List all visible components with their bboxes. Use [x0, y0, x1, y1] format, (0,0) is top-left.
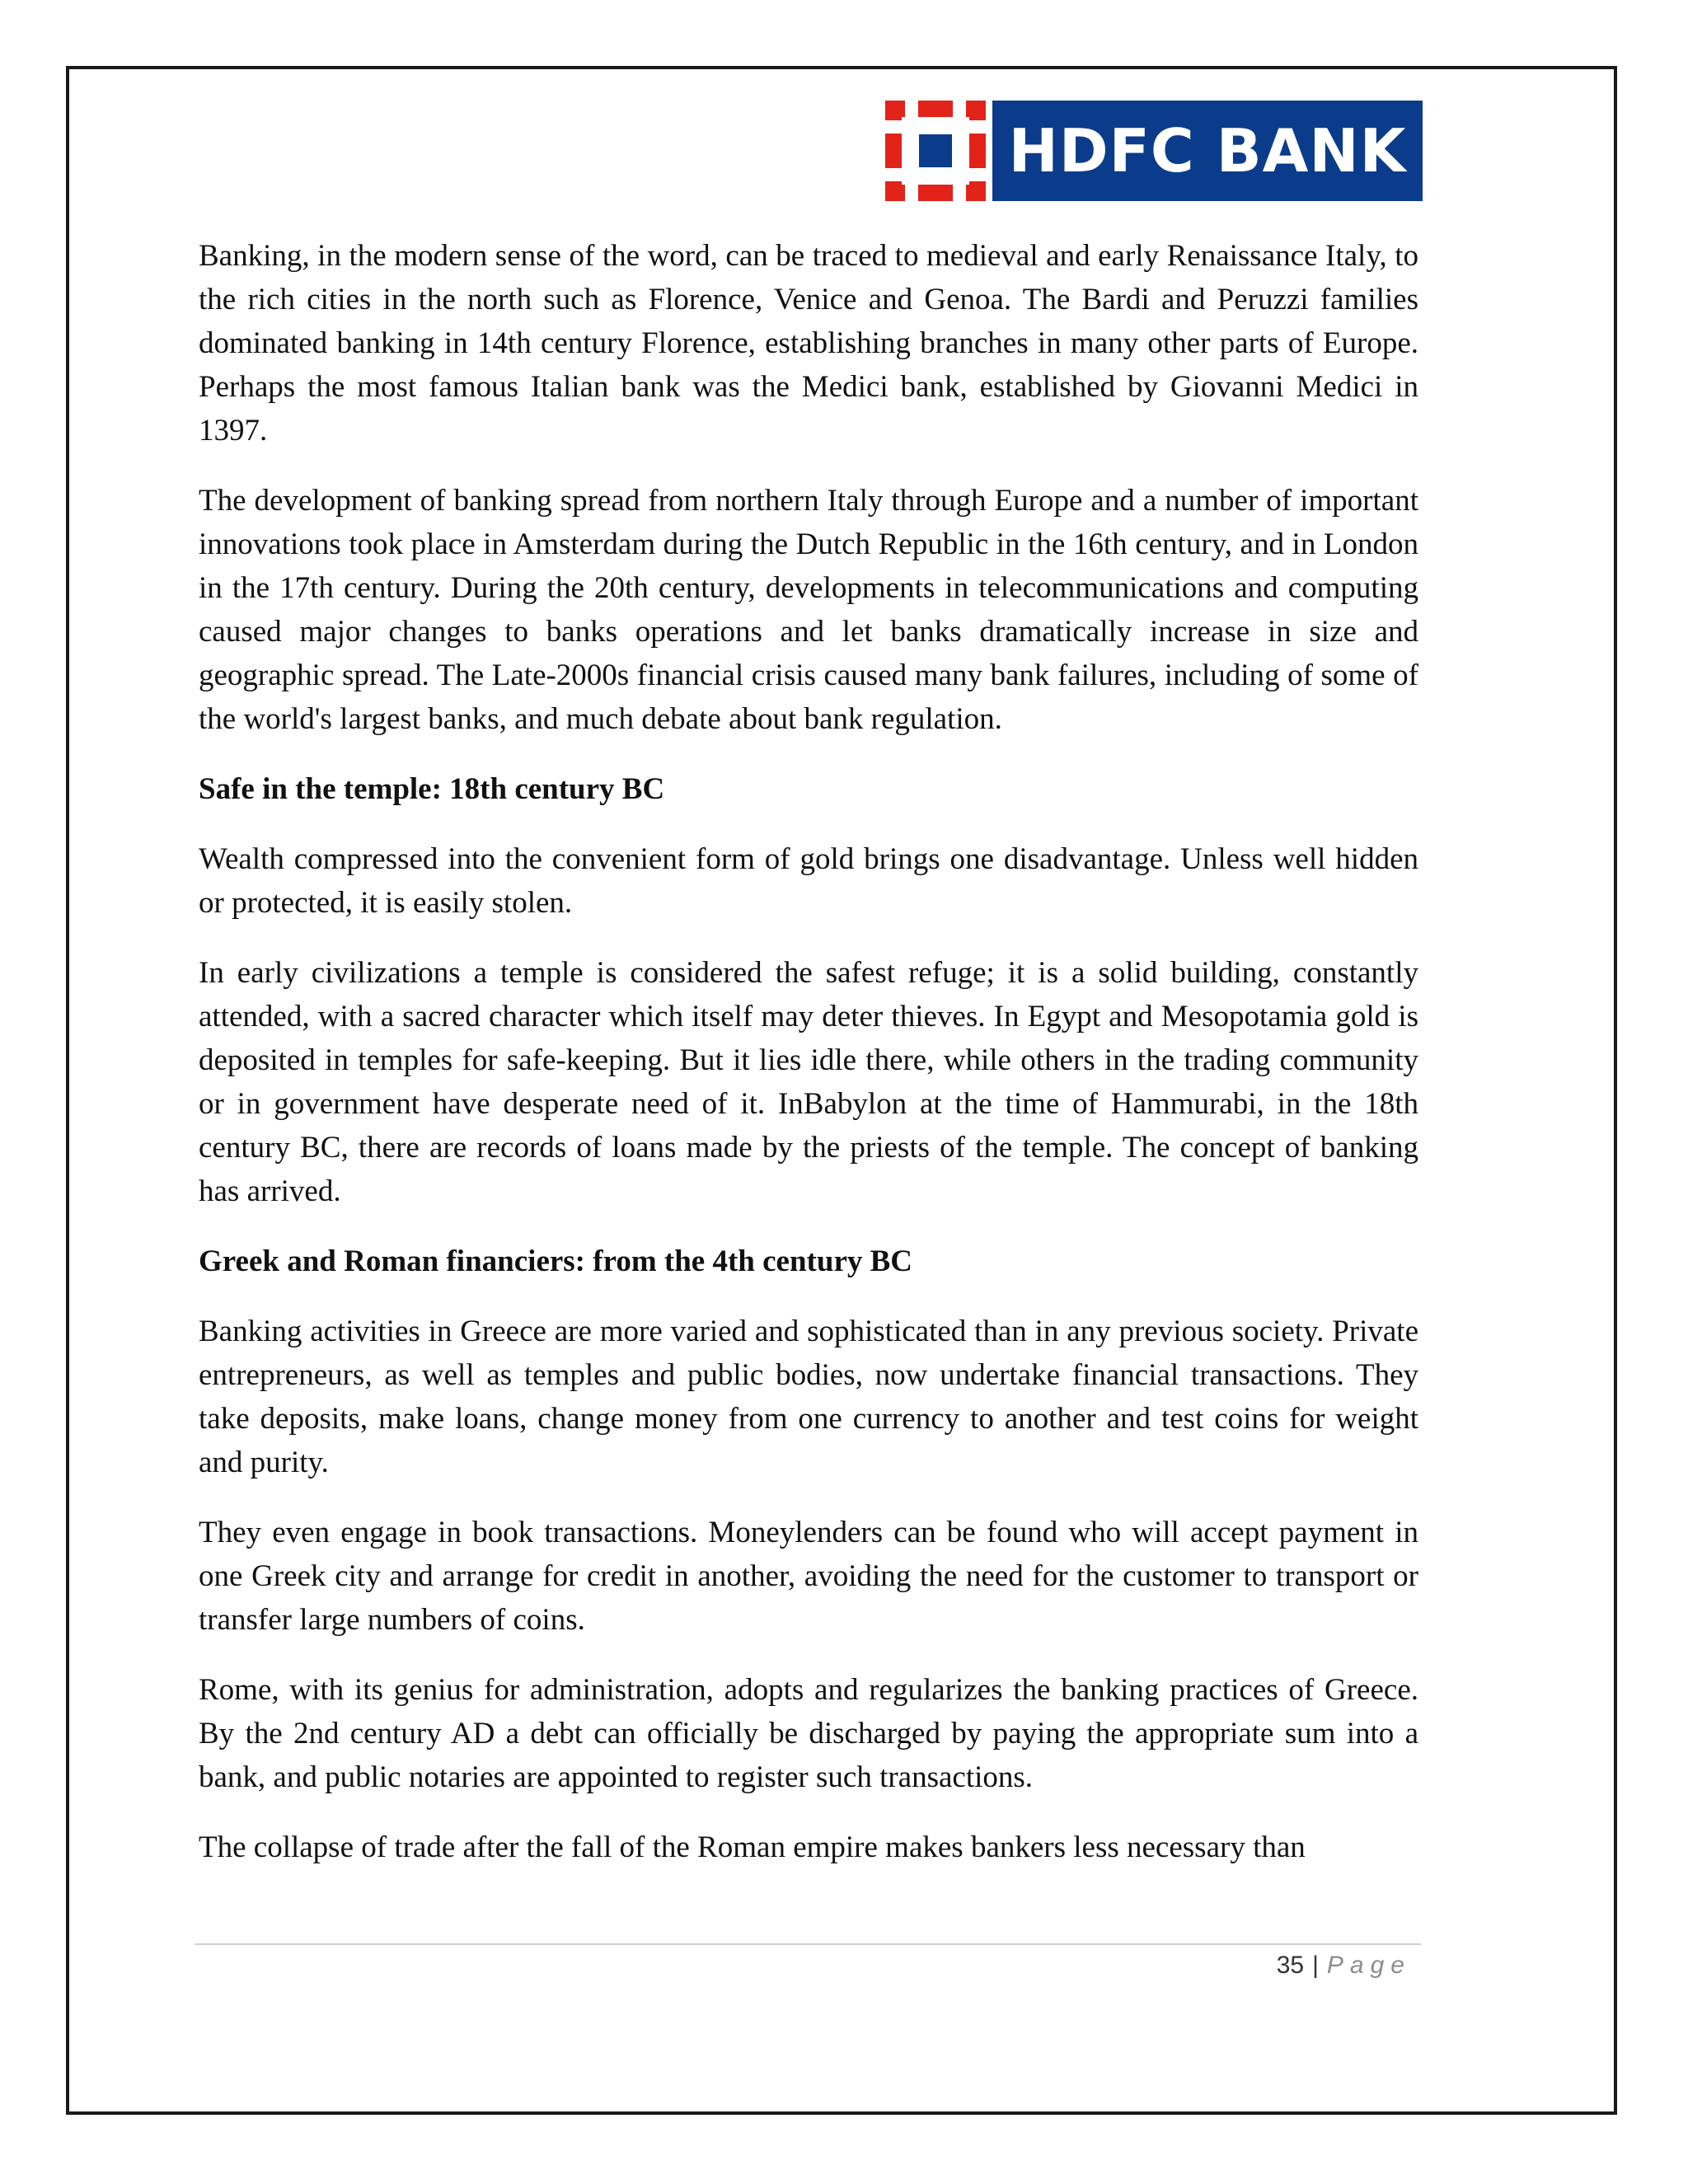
page-footer: [1277, 1952, 1411, 1980]
hdfc-bank-logo: [885, 101, 1423, 201]
paragraph-temple-2: In early civilizations a temple is considered the safest refuge; it is a solid building, constantly attended, with a sacred character which itself may deter thieves. In Egypt and Mesopotamia gold is deposited in temples for safe-keeping. But it lies idle there, while others in the trading community or in government have desperate need of it. InBabylon at the time of Hammurabi, in the 18th century BC, there are records of loans made by the priests of the temple. The concept of banking has arrived.: [199, 956, 1418, 1208]
document-body: [199, 234, 1418, 1896]
hdfc-logo-mark-icon: [885, 101, 986, 201]
section-heading-greek-roman: Greek and Roman financiers: from the 4th century BC: [199, 1244, 913, 1278]
paragraph-greek-roman-1: Banking activities in Greece are more varied and sophisticated than in any previous society. Private entrepreneurs, as well as temples and public bodies, now undertake financial transactions. They take deposits, make loans, change money from one currency to another and test coins for weight and purity.: [199, 1315, 1418, 1479]
paragraph-greek-roman-3: Rome, with its genius for administration, adopts and regularizes the banking practices of Greece. By the 2nd century AD a debt can officially be discharged by paying the appropriate sum into a bank, and public notaries are appointed to register such transactions.: [199, 1673, 1418, 1794]
hdfc-logo-wordmark: HDFC BANK: [992, 101, 1423, 201]
paragraph-greek-roman-4: The collapse of trade after the fall of the Roman empire makes bankers less necessary than: [199, 1830, 1306, 1864]
paragraph-intro-1: Banking, in the modern sense of the word, can be traced to medieval and early Renaissance Italy, to the rich cities in the north such as Florence, Venice and Genoa. The Bardi and Peruzzi families dominated banking in 14th century Florence, establishing branches in many other parts of Europe. Perhaps the most famous Italian bank was the Medici bank, established by Giovanni Medici in 1397.: [199, 239, 1418, 448]
page-number: 35: [1276, 1952, 1305, 1979]
paragraph-intro-2: The development of banking spread from northern Italy through Europe and a number of important innovations took place in Amsterdam during the Dutch Republic in the 16th century, and in London in the 17th century. During the 20th century, developments in telecommunications and computing caused major changes to banks operations and let banks dramatically increase in size and geographic spread. The Late-2000s financial crisis caused many bank failures, including of some of the world's largest banks, and much debate about bank regulation.: [199, 484, 1418, 736]
page-label: Page: [1326, 1952, 1411, 1979]
page-separator: |: [1312, 1952, 1319, 1979]
footer-divider: [195, 1943, 1421, 1945]
paragraph-temple-1: Wealth compressed into the convenient form of gold brings one disadvantage. Unless well hidden or protected, it is easily stolen.: [199, 842, 1418, 920]
paragraph-greek-roman-2: They even engage in book transactions. Moneylenders can be found who will accept payment in one Greek city and arrange for credit in another, avoiding the need for the customer to transport or transfer large numbers of coins.: [199, 1516, 1418, 1637]
section-heading-temple: Safe in the temple: 18th century BC: [199, 772, 665, 806]
